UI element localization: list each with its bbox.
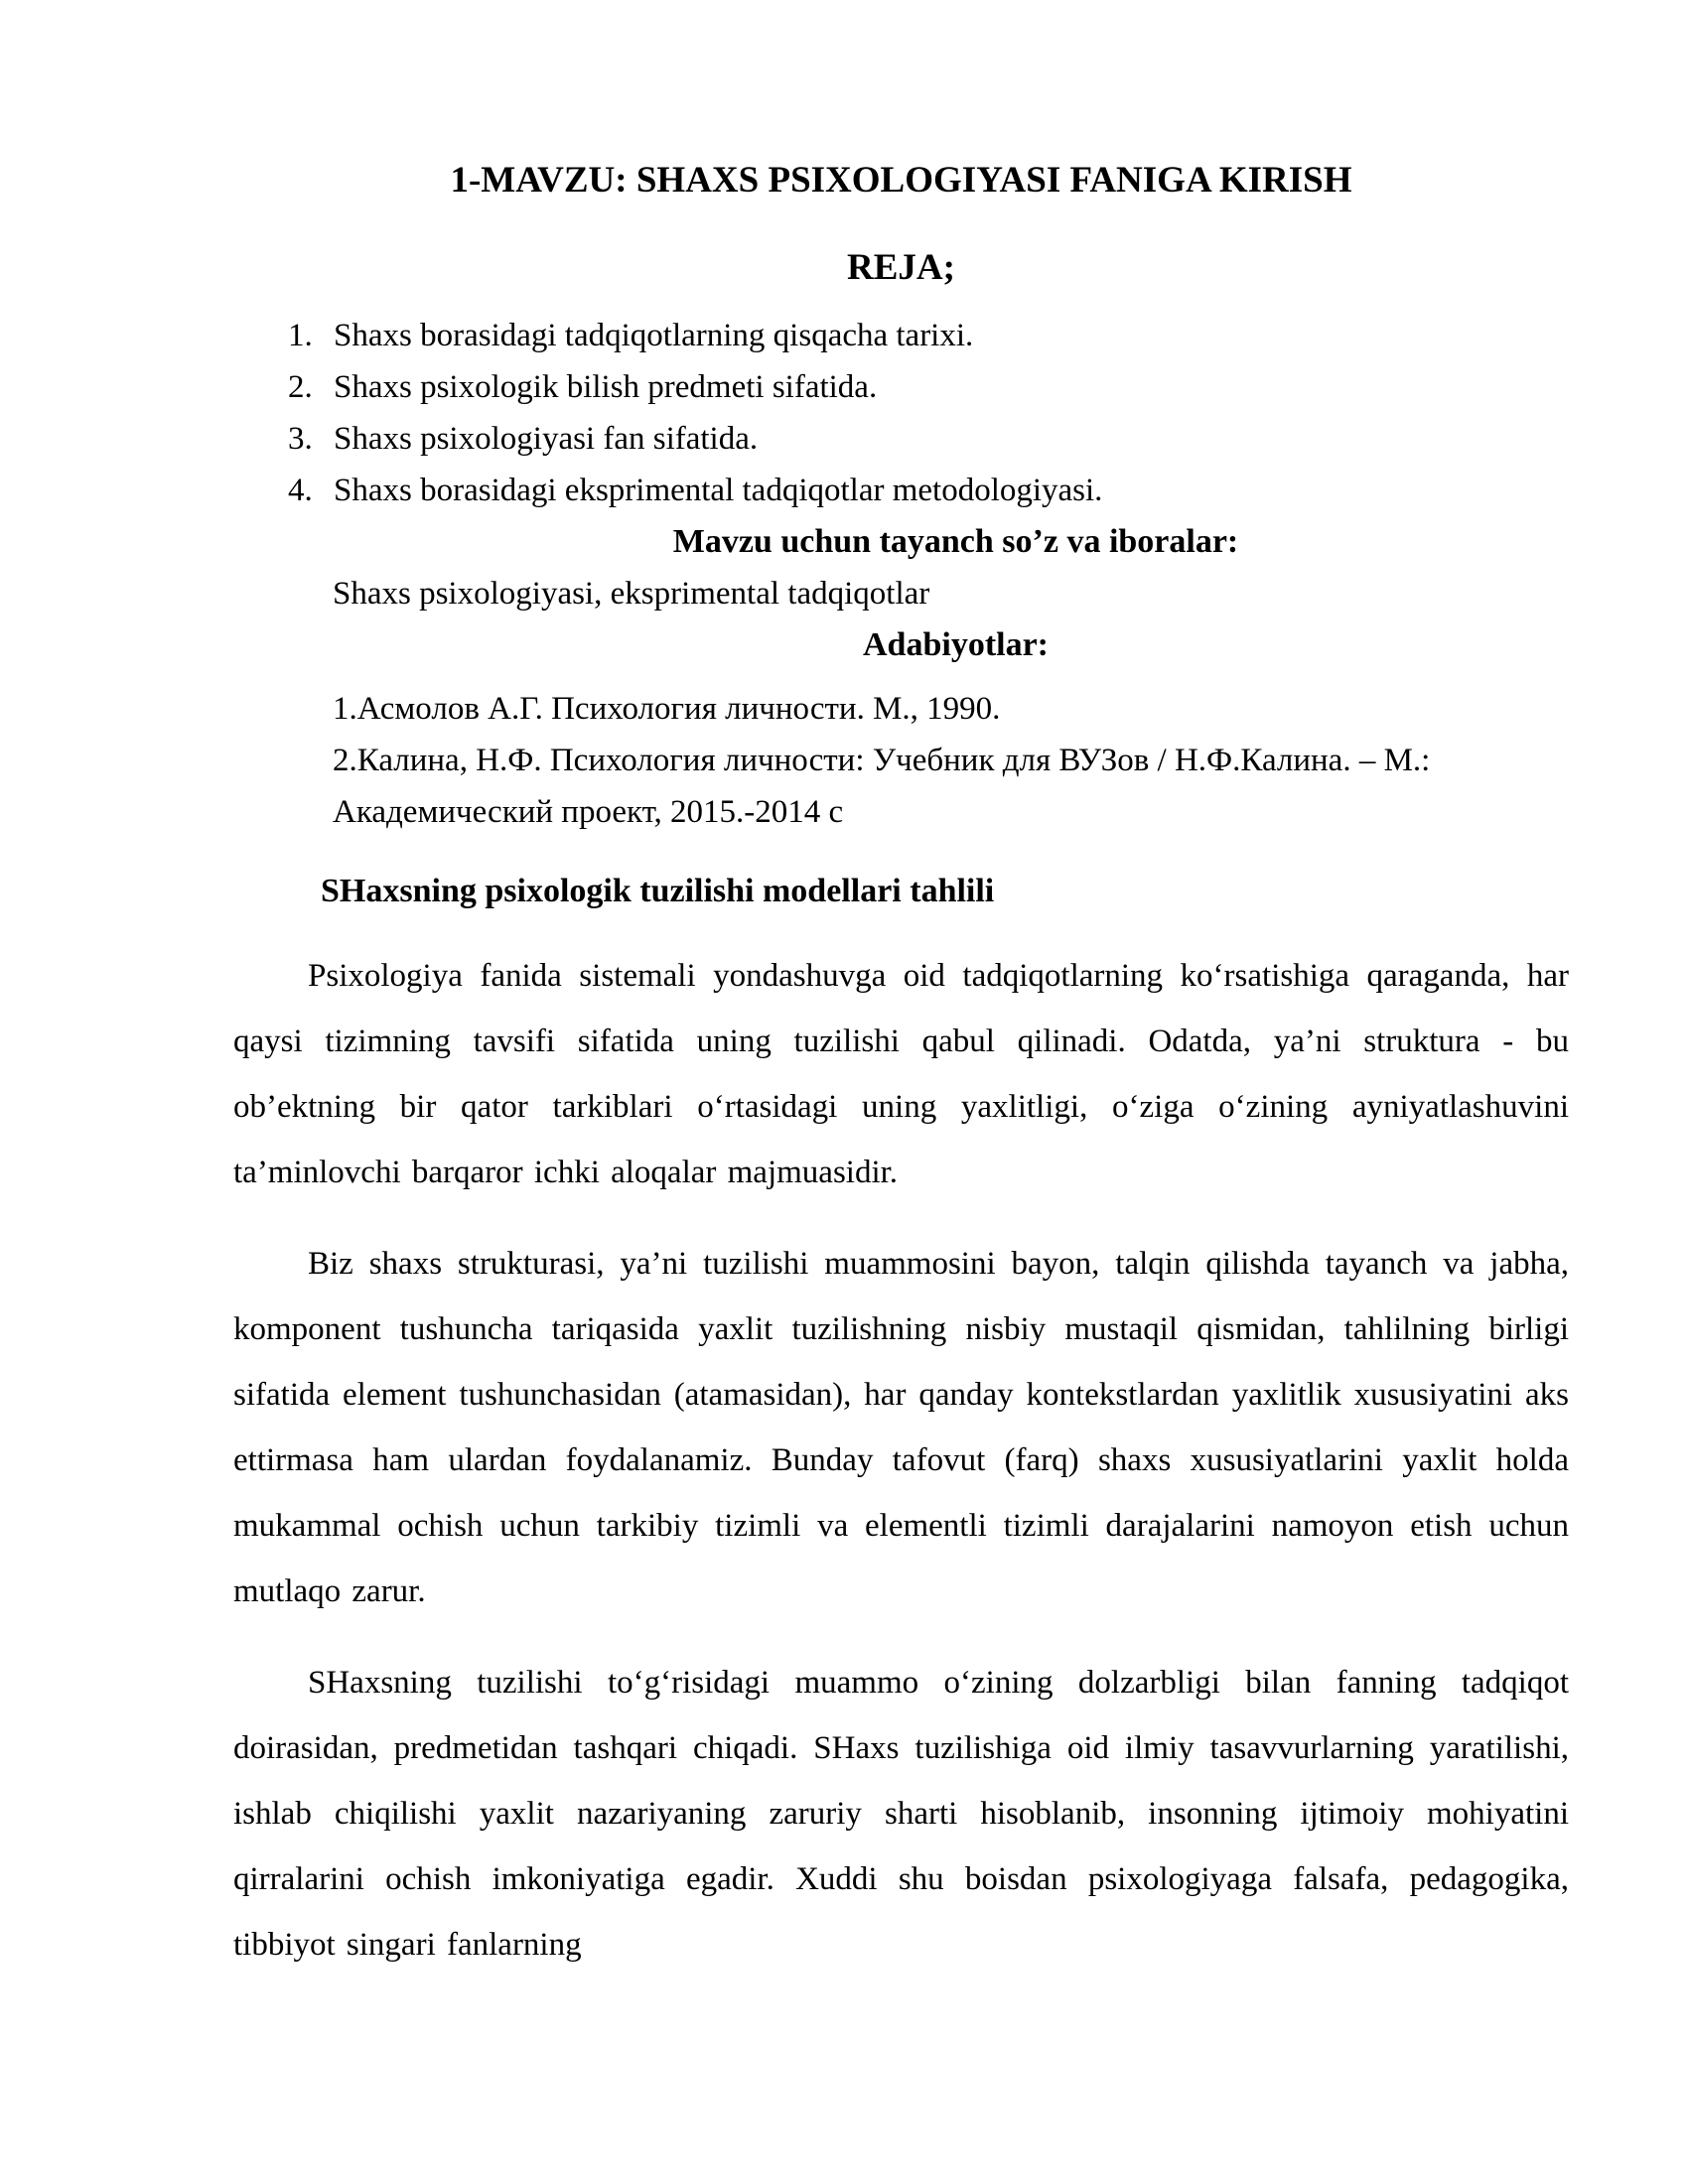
plan-item-number: 2. [288,369,313,405]
document-title: 1-MAVZU: SHAXS PSIXOLOGIYASI FANIGA KIRISH [450,160,1352,201]
section-heading: SHaxsning psixologik tuzilishi modellari tahlili [321,873,995,909]
paragraph: SHaxsning tuzilishi to‘g‘risidagi muammo o‘zining dolzarbligi bilan fanning tadqiqot doirasidan, predmetidan tashqari chiqadi. SHaxs tuzilishiga oid ilmiy tasavvurlarning yaratilishi, ishlab chiqilishi yaxlit nazariyaning zaruriy sharti hisoblanib, insonning ijtimoiy mohiyatini qirralarini ochish imkoniyatiga egadir. Xuddi shu boisdan psixologiyaga falsafa, pedagogika, tibbiyot singari fanlarning [233,1665,1569,1963]
paragraph: Biz shaxs strukturasi, ya’ni tuzilishi muammosini bayon, talqin qilishda tayanch va jabha, komponent tushuncha tariqasida yaxlit tuzilishning nisbiy mustaqil qismidan, tahlilning birligi sifatida element tushunchasidan (atamasidan), har qanday kontekstlardan yaxlitlik xususiyatini aks ettirmasa ham ulardan foydalanamiz. Bunday tafovut (farq) shaxs xususiyatlarini yaxlit holda mukammal ochish uchun tarkibiy tizimli va elementli tizimli darajalarini namoyon etish uchun mutlaqo zarur. [233,1246,1569,1609]
plan-item [233,361,1569,413]
plan-item [233,310,1569,361]
keywords-heading: Mavzu uchun tayanch so’z va iboralar: [672,523,1239,560]
plan-item-number: 4. [288,473,313,508]
plan-list [233,310,1569,516]
plan-item [233,413,1569,465]
plan-item-text: Shaxs borasidagi tadqiqotlarning qisqacha tarixi. [334,318,974,353]
literature-heading: Adabiyotlar: [863,626,1049,663]
plan-item-text: Shaxs psixologik bilish predmeti sifatida. [334,369,878,405]
keywords-line: Shaxs psixologiyasi, eksprimental tadqiqotlar [333,576,930,612]
plan-item-number: 1. [288,318,313,353]
references-block [333,683,1569,838]
plan-heading: REJA; [847,247,955,288]
plan-item [233,465,1569,516]
reference-item: 1.Асмолов А.Г. Психология личности. М., 1990. [333,691,1001,727]
plan-item-text: Shaxs borasidagi eksprimental tadqiqotlar metodologiyasi. [334,473,1103,508]
plan-item-number: 3. [288,421,313,457]
plan-item-text: Shaxs psixologiyasi fan sifatida. [334,421,759,457]
reference-item: 2.Калина, Н.Ф. Психология личности: Учебник для ВУЗов / Н.Ф.Калина. – М.: Академический проект, 2015.-2014 с [333,743,1431,830]
paragraph: Psixologiya fanida sistemali yondashuvga oid tadqiqotlarning ko‘rsatishiga qaraganda, har qaysi tizimning tavsifi sifatida uning tuzilishi qabul qilinadi. Odatda, ya’ni struktura - bu ob’ektning bir qator tarkiblari o‘rtasidagi uning yaxlitligi, o‘ziga o‘zining ayniyatlashuvini ta’minlovchi barqaror ichki aloqalar majmuasidir. [233,958,1569,1190]
